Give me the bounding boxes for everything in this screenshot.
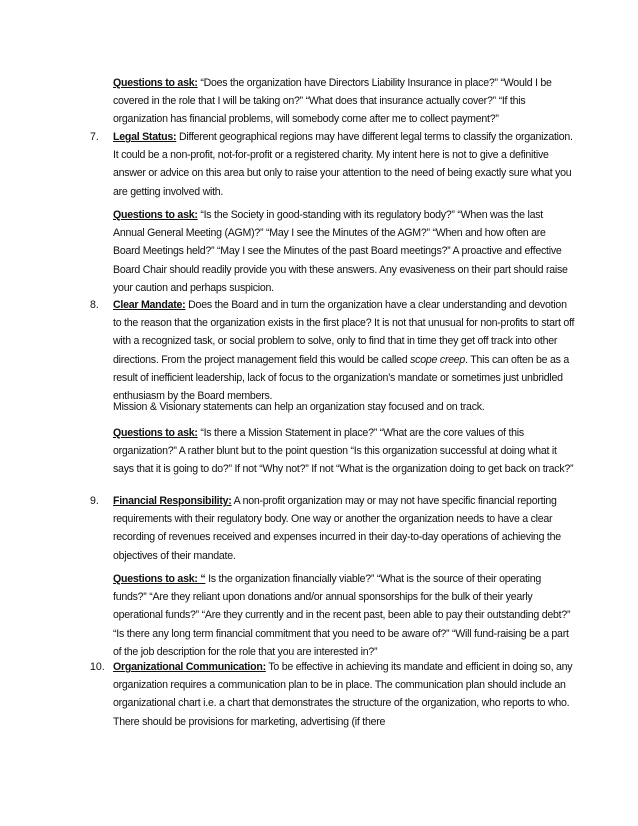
item-legal-status: [113, 128, 575, 201]
item-number-8: 8.: [90, 299, 99, 311]
mission-statement-note: Mission & Visionary statements can help an organization stay focused and on track.: [113, 401, 485, 413]
questions-label: Questions to ask:: [113, 77, 198, 89]
item-organizational-communication: [113, 658, 575, 731]
questions-block-mandate: [113, 424, 575, 479]
questions-text: “Does the organization have Directors Liability Insurance in place?” “Would I be covered in the role that I will be taking on?” “What does that insurance actually cover?” “If this organization has financial problems, will somebody come after me to collect payment?”: [113, 77, 552, 126]
questions-label: Questions to ask: “: [113, 573, 206, 585]
item-heading: Organizational Communication:: [113, 661, 266, 673]
item-heading: Clear Mandate:: [113, 299, 186, 311]
questions-text: Is the organization financially viable?” “What is the source of their operating funds?” “Are they reliant upon donations and/or annual sponsorships for the bulk of their yearly operational funds?” “Are they currently and in the recent past, been able to pay their outstanding debt?” “Is there any long term financial commitment that you need to be aware of?” “Will fund-raising be a part of the job description for the role that you are interested in?”: [113, 573, 571, 658]
questions-block-liability: [113, 74, 575, 129]
item-clear-mandate: [113, 296, 575, 405]
item-text-cont: . This can often be as a result of inefficient leadership, lack of focus to the organization’s mandate or sometimes just unbridled enthusiasm by the Board members.: [113, 353, 570, 403]
questions-label: Questions to ask:: [113, 427, 198, 439]
questions-label: Questions to ask:: [113, 209, 198, 221]
item-heading: Financial Responsibility:: [113, 495, 232, 507]
item-number-10: 10.: [90, 661, 105, 673]
questions-block-financial: [113, 570, 575, 661]
item-text: Does the Board and in turn the organization have a clear understanding and devotion to the reason that the organization exists in the first place? It is not that unusual for non-profits to start off with a recognized task, or social problem to solve, only to find that in time they get off track into other directions. From the project management field this would be called: [113, 299, 575, 366]
scope-creep-term: scope creep: [410, 353, 466, 366]
item-number-7: 7.: [90, 131, 99, 143]
item-number-9: 9.: [90, 495, 99, 507]
item-text: A non-profit organization may or may not have specific financial reporting requirements with their regulatory body. One way or another the organization needs to have a clear recording of revenues received and expenses incurred in their day-to-day operations of achieving the objectives of their mandate.: [113, 495, 561, 562]
questions-text: “Is there a Mission Statement in place?” “What are the core values of this organization?” A rather blunt but to the point question “Is this organization successful at doing what it says that it is going to do?” If not “Why not?” If not “What is the organization doing to get back on track?”: [113, 427, 574, 476]
item-text: To be effective in achieving its mandate and efficient in doing so, any organization requires a communication plan to be in place. The communication plan should include an organizational chart i.e. a chart that demonstrates the structure of the organization, who reports to who. There should be provisions for marketing, advertising (if there: [113, 661, 573, 728]
item-heading: Legal Status:: [113, 131, 177, 143]
questions-block-legal: [113, 206, 575, 297]
questions-text: “Is the Society in good-standing with its regulatory body?” “When was the last Annual General Meeting (AGM)?” “May I see the Minutes of the AGM?” “When and how often are Board Meetings held?” “May I see the Minutes of the past Board meetings?” A proactive and effective Board Chair should readily provide you with these answers. Any evasiveness on their part should raise your caution and perhaps suspicion.: [113, 209, 568, 294]
item-text: Different geographical regions may have different legal terms to classify the organization. It could be a non-profit, not-for-profit or a registered charity. My intent here is not to give a definitive answer or advice on this area but only to raise your attention to the need of being exactly sure what you are getting involved with.: [113, 131, 573, 198]
item-financial-responsibility: [113, 492, 575, 565]
